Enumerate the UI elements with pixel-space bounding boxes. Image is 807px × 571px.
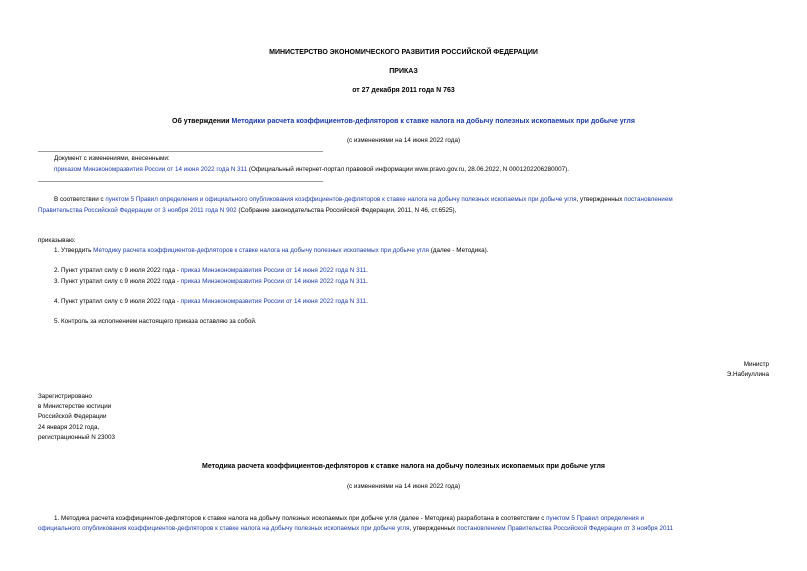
registration-line: Российской Федерации (38, 413, 107, 421)
order-item-text: . (366, 267, 368, 274)
revision-note: (с изменениями на 14 июня 2022 года) (346, 137, 461, 144)
orders-intro: приказываю: (38, 237, 76, 244)
resolution-link[interactable]: постановлением Правительства Российской Федерации от 3 ноября 2011 (457, 525, 673, 532)
order-item-text: 3. Пункт утратил силу с 9 июля 2022 года - (54, 278, 181, 285)
paragraph-text: , утвержденных (409, 525, 458, 532)
order-item-text: (далее - Методика). (428, 247, 489, 254)
preamble-text: , утвержденных (576, 196, 625, 203)
signatory-name: Э.Набиуллина (726, 371, 769, 378)
divider-top (38, 151, 323, 152)
registration-block (38, 392, 115, 443)
rules-point-5-link[interactable]: пунктом 5 Правил определения и (546, 515, 645, 522)
repeal-order-link[interactable]: приказ Минэкономразвития России от 14 июня 2022 года N 311 (180, 298, 367, 305)
preamble-source: (Собрание законодательства Российской Федерации, 2011, N 46, ст.6525), (236, 207, 457, 214)
paragraph-text: 1. Методика расчета коэффициентов-дефляторов к ставке налога на добычу полезных ископаемых при добыче угля (далее - Методика) разработана в соответствии с (54, 515, 547, 522)
methodology-link[interactable]: Методику расчета коэффициентов-дефляторов к ставке налога на добычу полезных ископаемых при добыче угля (93, 247, 429, 254)
document-date-number: от 27 декабря 2011 года N 763 (352, 87, 455, 94)
registration-line: Зарегистрировано (38, 393, 92, 400)
order-item-text: 4. Пункт утратил силу с 9 июля 2022 года - (54, 298, 181, 305)
order-item-text: . (366, 298, 368, 305)
methodology-title-link[interactable]: Методики расчета коэффициентов-дефляторов к ставке налога на добычу полезных ископаемых при добыче угля (231, 118, 635, 125)
order-item-text: 1. Утвердить (54, 247, 94, 254)
preamble-text: В соответствии с (54, 196, 106, 203)
methodology-heading: Методика расчета коэффициентов-дефляторов к ставке налога на добычу полезных ископаемых при добыче угля (201, 463, 605, 470)
amending-order-link[interactable]: приказом Минэкономразвития России от 14 июня 2022 года N 311 (54, 166, 248, 173)
order-item-4 (54, 298, 368, 305)
registration-line: в Министерстве юстиции (38, 403, 112, 411)
resolution-link-part1[interactable]: постановлением (624, 196, 673, 203)
registration-line: регистрационный N 23003 (38, 433, 116, 441)
order-item-3 (54, 278, 368, 285)
preamble-line-1 (54, 196, 673, 203)
rules-point-5-link[interactable]: пунктом 5 Правил определения и официального опубликования коэффициентов-дефляторов к ставке налога на добычу полезных ископаемых при добыче угля (105, 196, 577, 203)
methodology-p1-line-1 (54, 515, 644, 522)
preamble-line-2 (38, 207, 456, 214)
ministry-heading: МИНИСТЕРСТВО ЭКОНОМИЧЕСКОГО РАЗВИТИЯ РОССИЙСКОЙ ФЕДЕРАЦИИ (269, 49, 538, 56)
registration-line: 24 января 2012 года, (38, 423, 100, 431)
rules-link-continued[interactable]: официального опубликования коэффициентов-дефляторов к ставке налога на добычу полезных ископаемых при добыче угля (38, 525, 410, 532)
changes-label: Документ с изменениями, внесенными: (54, 155, 170, 162)
divider-bottom (38, 181, 323, 182)
changes-publication: (Официальный интернет-портал правовой информации www.pravo.gov.ru, 28.06.2022, N 0001202206280007). (247, 166, 569, 173)
signatory-position: Министр (743, 361, 769, 368)
order-item-2 (54, 267, 368, 274)
order-item-text: 2. Пункт утратил силу с 9 июля 2022 года - (54, 267, 181, 274)
order-item-5: 5. Контроль за исполнением настоящего приказа оставляю за собой. (54, 318, 257, 325)
methodology-revision: (с изменениями на 14 июня 2022 года) (346, 483, 461, 490)
changes-reference (54, 166, 569, 173)
document-title (0, 118, 807, 125)
repeal-order-link[interactable]: приказ Минэкономразвития России от 14 июня 2022 года N 311 (180, 267, 367, 274)
repeal-order-link[interactable]: приказ Минэкономразвития России от 14 июня 2022 года N 311 (180, 278, 367, 285)
document-type: ПРИКАЗ (389, 68, 418, 75)
resolution-link-part2[interactable]: Правительства Российской Федерации от 3 ноября 2011 года N 902 (38, 207, 237, 214)
methodology-p1-line-2 (38, 525, 673, 532)
order-item-1 (54, 247, 489, 254)
document-title-prefix: Об утверждении (172, 118, 232, 125)
order-item-text: . (366, 278, 368, 285)
